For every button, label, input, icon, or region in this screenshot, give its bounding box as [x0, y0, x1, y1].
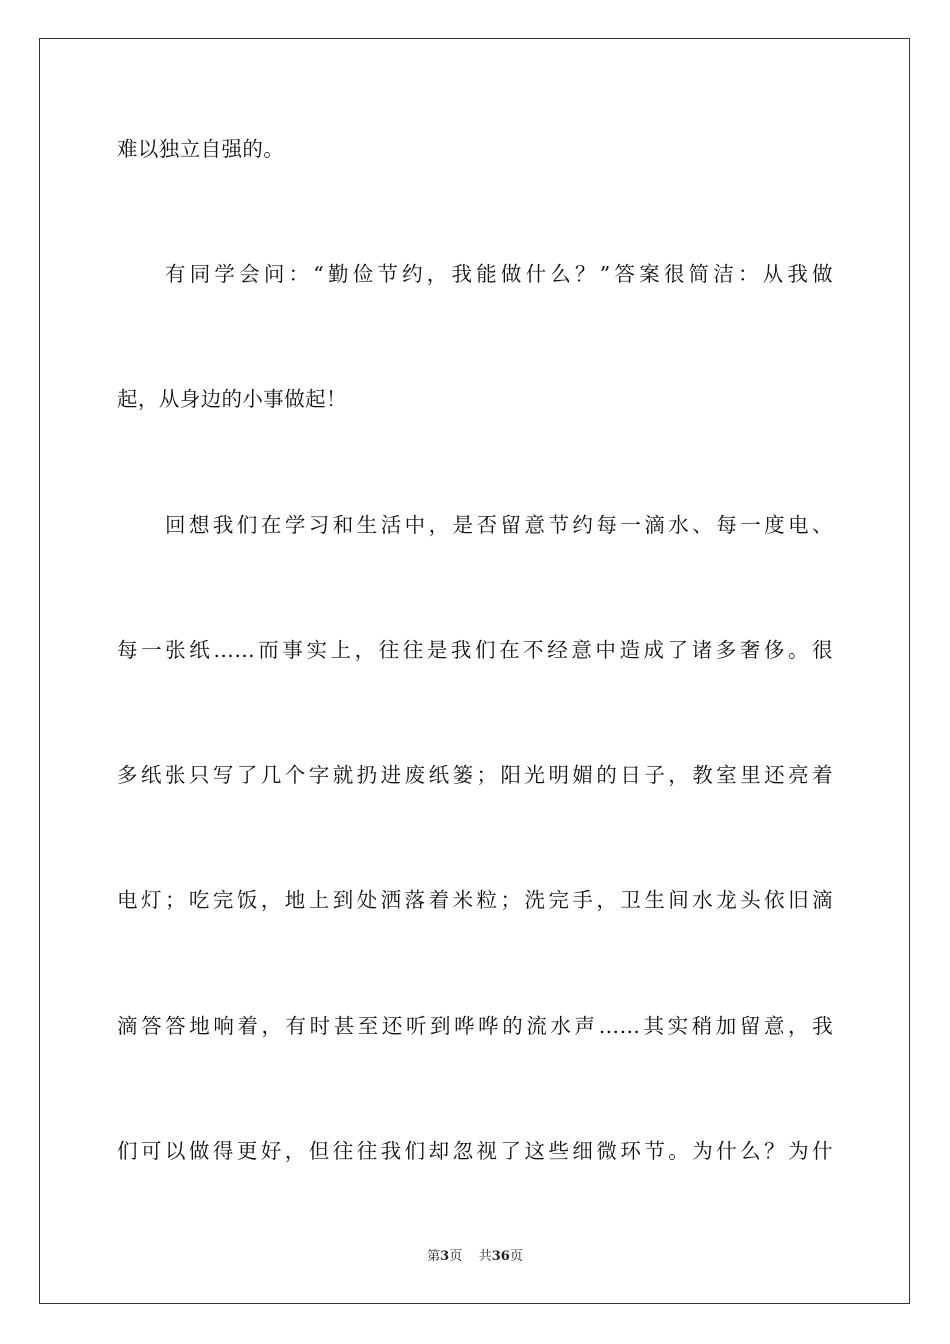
total-prefix: 共 — [478, 1249, 492, 1264]
total-suffix: 页 — [509, 1249, 523, 1264]
page-footer — [0, 1248, 950, 1266]
text-line-7: 电灯；吃完饭，地上到处洒落着米粒；洗完手，卫生间水龙头依旧滴 — [117, 888, 833, 912]
page-suffix: 页 — [449, 1249, 463, 1264]
page-number: 3 — [440, 1249, 450, 1264]
total-pages: 36 — [491, 1249, 510, 1264]
page-prefix: 第 — [427, 1249, 441, 1264]
text-line-8: 滴答答地响着，有时甚至还听到哗哗的流水声……其实稍加留意，我 — [117, 1014, 833, 1038]
text-line-5: 每一张纸……而事实上，往往是我们在不经意中造成了诸多奢侈。很 — [117, 638, 833, 662]
text-line-4: 回想我们在学习和生活中，是否留意节约每一滴水、每一度电、 — [165, 513, 833, 537]
text-line-6: 多纸张只写了几个字就扔进废纸篓；阳光明媚的日子，教室里还亮着 — [117, 763, 833, 787]
text-line-9: 们可以做得更好，但往往我们却忽视了这些细微环节。为什么？为什 — [117, 1139, 833, 1163]
page-border — [39, 38, 910, 1304]
text-line-1: 难以独立自强的。 — [117, 137, 285, 161]
text-line-2: 有同学会问：“勤俭节约，我能做什么？”答案很简洁：从我做 — [165, 262, 833, 286]
text-line-3: 起，从身边的小事做起！ — [117, 387, 347, 411]
